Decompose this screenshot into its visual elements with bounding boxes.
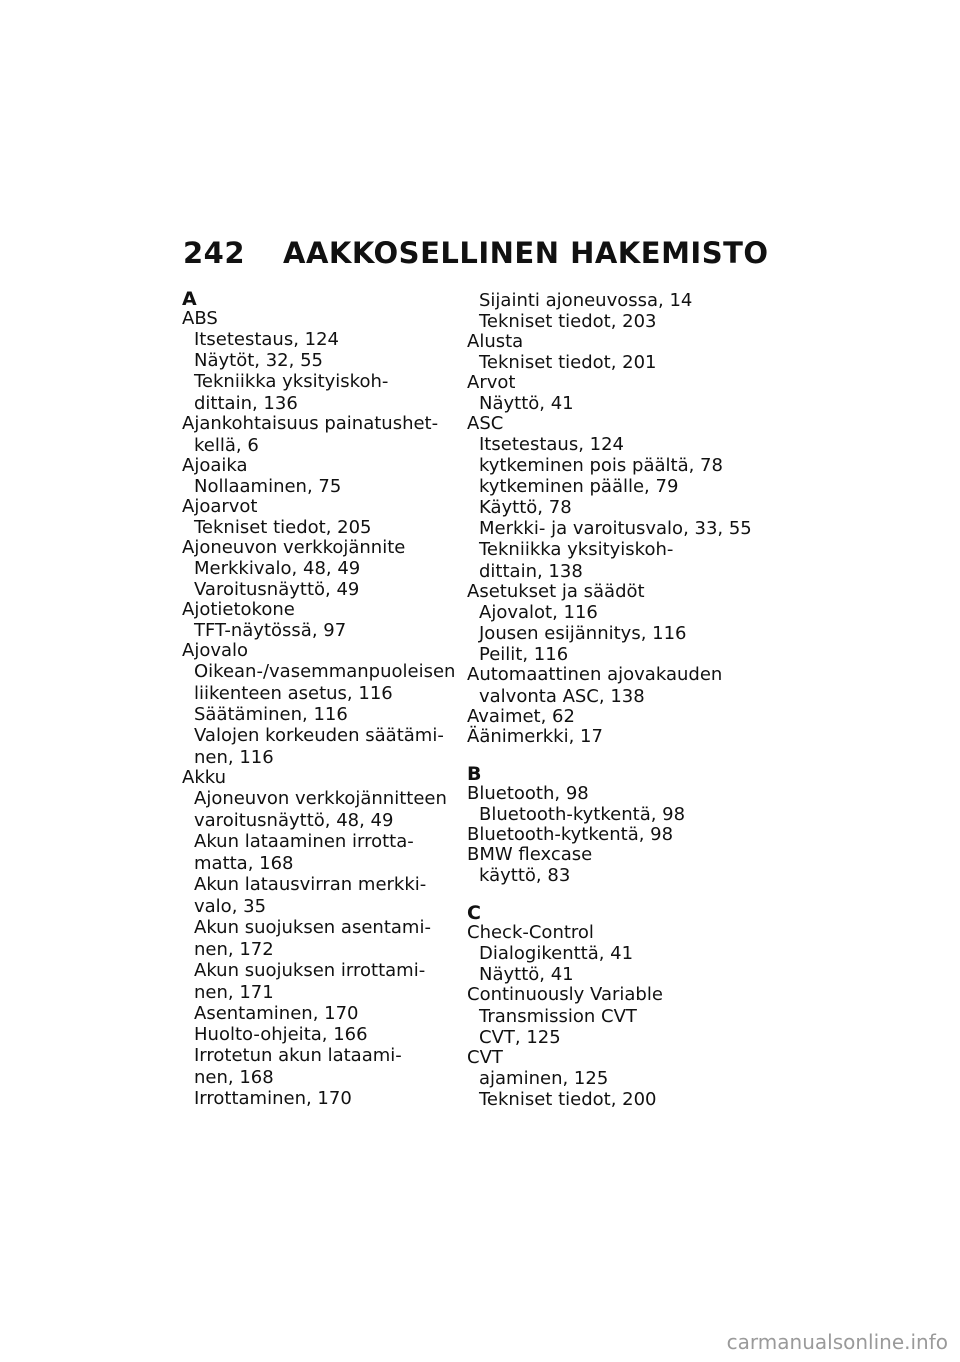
index-subentry: Irrotetun akun lataami- — [194, 1045, 402, 1066]
index-entry: Ajoaika — [182, 455, 248, 476]
index-entry-continuation: matta, 168 — [194, 853, 294, 874]
index-entry: ASC — [467, 413, 504, 434]
index-entry: Ajoarvot — [182, 496, 258, 517]
index-entry: Continuously Variable — [467, 984, 663, 1005]
index-subentry: TFT-näytössä, 97 — [194, 620, 347, 641]
index-entry: Ajankohtaisuus painatushet- — [182, 413, 439, 434]
index-entry-continuation: dittain, 138 — [479, 561, 583, 582]
index-subentry: Bluetooth-kytkentä, 98 — [479, 804, 686, 825]
index-entry-continuation: nen, 172 — [194, 939, 274, 960]
index-subentry: Akun suojuksen asentami- — [194, 917, 431, 938]
index-entry-continuation: valvonta ASC, 138 — [479, 686, 645, 707]
index-subentry: Akun lataaminen irrotta- — [194, 831, 414, 852]
index-subentry: Huolto-ohjeita, 166 — [194, 1024, 368, 1045]
index-subentry: Dialogikenttä, 41 — [479, 943, 634, 964]
index-subentry: Tekniikka yksityiskoh- — [194, 371, 389, 392]
index-entry-continuation: valo, 35 — [194, 896, 267, 917]
index-entry: Ajotietokone — [182, 599, 295, 620]
page-title: AAKKOSELLINEN HAKEMISTO — [283, 236, 769, 270]
index-subentry: Akun latausvirran merkki- — [194, 874, 427, 895]
index-subentry: Ajoneuvon verkkojännitteen — [194, 788, 447, 809]
index-letter-heading: A — [182, 288, 197, 310]
index-subentry: Asentaminen, 170 — [194, 1003, 359, 1024]
index-subentry: Oikean-/vasemmanpuoleisen — [194, 661, 456, 682]
index-subentry: ajaminen, 125 — [479, 1068, 609, 1089]
index-subentry: Ajovalot, 116 — [479, 602, 598, 623]
index-column-right — [467, 290, 752, 1110]
index-entry: Avaimet, 62 — [467, 706, 575, 727]
index-entry: ABS — [182, 308, 218, 329]
index-subentry: Merkki- ja varoitusvalo, 33, 55 — [479, 518, 752, 539]
index-subentry: Merkkivalo, 48, 49 — [194, 558, 361, 579]
index-subentry: Peilit, 116 — [479, 644, 569, 665]
index-entry: Äänimerkki, 17 — [467, 726, 603, 747]
index-subentry: Akun suojuksen irrottami- — [194, 960, 426, 981]
index-entry: Bluetooth-kytkentä, 98 — [467, 824, 674, 845]
index-entry: Automaattinen ajovakauden — [467, 664, 723, 685]
index-entry-continuation: dittain, 136 — [194, 393, 298, 414]
index-entry: Ajovalo — [182, 640, 249, 661]
index-entry-continuation: nen, 168 — [194, 1067, 274, 1088]
index-entry-continuation: Transmission CVT — [479, 1006, 637, 1027]
index-entry: Asetukset ja säädöt — [467, 581, 645, 602]
index-entry: Ajoneuvon verkkojännite — [182, 537, 406, 558]
index-column-left — [182, 290, 457, 1109]
index-entry: Arvot — [467, 372, 516, 393]
index-subentry: käyttö, 83 — [479, 865, 571, 886]
index-subentry: kytkeminen pois päältä, 78 — [479, 455, 723, 476]
index-entry-continuation: varoitusnäyttö, 48, 49 — [194, 810, 394, 831]
index-subentry: Itsetestaus, 124 — [479, 434, 625, 455]
index-subentry: kytkeminen päälle, 79 — [479, 476, 679, 497]
index-entry: Akku — [182, 767, 227, 788]
index-subentry: Säätäminen, 116 — [194, 704, 348, 725]
index-entry: BMW flexcase — [467, 844, 593, 865]
index-subentry: Itsetestaus, 124 — [194, 329, 340, 350]
index-subentry: Jousen esijännitys, 116 — [479, 623, 687, 644]
index-entry-continuation: nen, 171 — [194, 982, 274, 1003]
index-subentry: Näyttö, 41 — [479, 964, 574, 985]
index-subentry: Käyttö, 78 — [479, 497, 572, 518]
index-subentry: Tekniset tiedot, 205 — [194, 517, 372, 538]
page-number: 242 — [183, 236, 246, 270]
index-entry-continuation: kellä, 6 — [194, 435, 259, 456]
index-subentry: Tekniikka yksityiskoh- — [479, 539, 674, 560]
page-header — [183, 236, 769, 270]
index-subentry: Tekniset tiedot, 201 — [479, 352, 657, 373]
index-entry-continuation: nen, 116 — [194, 747, 274, 768]
index-subentry: Näytöt, 32, 55 — [194, 350, 323, 371]
index-entry: Check-Control — [467, 922, 594, 943]
index-entry: Bluetooth, 98 — [467, 783, 589, 804]
watermark: carmanualsonline.info — [726, 1330, 948, 1354]
index-subentry: Sijainti ajoneuvossa, 14 — [479, 290, 693, 311]
index-subentry: Varoitusnäyttö, 49 — [194, 579, 360, 600]
index-subentry: Tekniset tiedot, 203 — [479, 311, 657, 332]
index-subentry: CVT, 125 — [479, 1027, 561, 1048]
index-subentry: Näyttö, 41 — [479, 393, 574, 414]
index-subentry: Nollaaminen, 75 — [194, 476, 342, 497]
index-entry: CVT — [467, 1047, 503, 1068]
index-letter-heading: B — [467, 763, 482, 785]
index-subentry: Irrottaminen, 170 — [194, 1088, 352, 1109]
index-entry: Alusta — [467, 331, 524, 352]
index-entry-continuation: liikenteen asetus, 116 — [194, 683, 393, 704]
index-letter-heading: C — [467, 902, 481, 924]
index-subentry: Tekniset tiedot, 200 — [479, 1089, 657, 1110]
index-subentry: Valojen korkeuden säätämi- — [194, 725, 444, 746]
